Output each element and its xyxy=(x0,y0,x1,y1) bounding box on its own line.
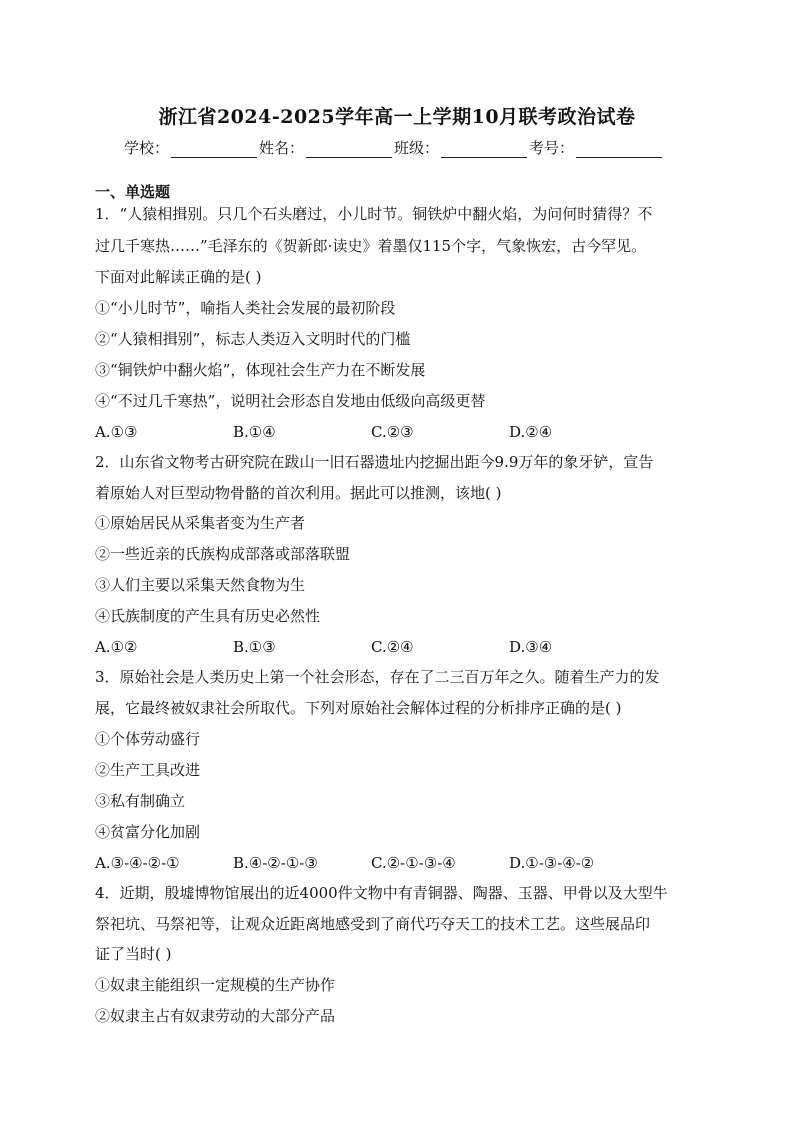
school-blank[interactable] xyxy=(171,141,257,158)
statement-item: ③人们主要以采集天然食物为生 xyxy=(95,576,306,594)
answer-options xyxy=(95,637,705,657)
statement-item: ③“铜铁炉中翻火焰”，体现社会生产力在不断发展 xyxy=(95,361,426,379)
statement-item: ①原始居民从采集者变为生产者 xyxy=(95,514,306,532)
student-info-row xyxy=(124,136,684,158)
question-stem-line: 4．近期，殷墟博物馆展出的近4000件文物中有青铜器、陶器、玉器、甲骨以及大型牛 xyxy=(95,884,668,902)
class-blank[interactable] xyxy=(441,141,527,158)
statement-item: ①奴隶主能组织一定规模的生产协作 xyxy=(95,976,336,994)
statement-item: ③私有制确立 xyxy=(95,792,186,810)
option-c[interactable]: C.②③ xyxy=(371,423,414,441)
question-stem-line: 2．山东省文物考古研究院在跋山一旧石器遗址内挖掘出距今9.9万年的象牙铲，宣告 xyxy=(95,453,654,471)
option-b[interactable]: B.①③ xyxy=(233,638,276,656)
option-a[interactable]: A.③-④-②-① xyxy=(95,854,180,872)
exam-number-label: 考号： xyxy=(529,139,575,157)
school-field xyxy=(124,137,259,158)
class-label: 班级： xyxy=(394,139,440,157)
question-stem-line: 证了当时( ) xyxy=(95,945,172,963)
statement-item: ②奴隶主占有奴隶劳动的大部分产品 xyxy=(95,1007,336,1025)
section-heading: 一、单选题 xyxy=(95,183,171,201)
statement-item: ①个体劳动盛行 xyxy=(95,730,201,748)
question-stem-line: 展，它最终被奴隶社会所取代。下列对原始社会解体过程的分析排序正确的是( ) xyxy=(95,699,622,717)
option-d[interactable]: D.③④ xyxy=(509,638,553,656)
option-c[interactable]: C.②-①-③-④ xyxy=(371,854,456,872)
question-stem-line: 1．“人猿相揖别。只几个石头磨过，小儿时节。铜铁炉中翻火焰，为问何时猜得？不 xyxy=(95,205,653,223)
name-blank[interactable] xyxy=(306,141,392,158)
option-a[interactable]: A.①② xyxy=(95,638,138,656)
option-c[interactable]: C.②④ xyxy=(371,638,414,656)
class-field xyxy=(394,137,529,158)
option-d[interactable]: D.①-③-④-② xyxy=(509,854,595,872)
question-stem-line: 3．原始社会是人类历史上第一个社会形态，存在了二三百万年之久。随着生产力的发 xyxy=(95,668,660,686)
statement-item: ④氏族制度的产生具有历史必然性 xyxy=(95,607,321,625)
name-field xyxy=(259,137,394,158)
statement-item: ②一些近亲的氏族构成部落或部落联盟 xyxy=(95,545,351,563)
statement-item: ④“不过几千寒热”，说明社会形态自发地由低级向高级更替 xyxy=(95,392,486,410)
question-stem-line: 祭祀坑、马祭祀等，让观众近距离地感受到了商代巧夺天工的技术工艺。这些展品印 xyxy=(95,915,651,933)
statement-item: ②“人猿相揖别”，标志人类迈入文明时代的门槛 xyxy=(95,330,411,348)
statement-item: ②生产工具改进 xyxy=(95,761,201,779)
question-stem-line: 过几千寒热……”毛泽东的《贺新郎·读史》着墨仅115个字，气象恢宏，古今罕见。 xyxy=(95,237,647,255)
question-stem-line: 着原始人对巨型动物骨骼的首次利用。据此可以推测，该地( ) xyxy=(95,484,502,502)
answer-options xyxy=(95,422,705,442)
exam-number-blank[interactable] xyxy=(576,141,662,158)
question-stem-line: 下面对此解读正确的是( ) xyxy=(95,268,262,286)
exam-number-field xyxy=(529,137,664,158)
option-d[interactable]: D.②④ xyxy=(509,423,553,441)
name-label: 姓名： xyxy=(259,139,305,157)
exam-title: 浙江省2024-2025学年高一上学期10月联考政治试卷 xyxy=(158,106,636,128)
option-b[interactable]: B.④-②-①-③ xyxy=(233,854,318,872)
statement-item: ④贫富分化加剧 xyxy=(95,823,201,841)
answer-options xyxy=(95,853,705,873)
statement-item: ①“小儿时节”，喻指人类社会发展的最初阶段 xyxy=(95,299,396,317)
option-a[interactable]: A.①③ xyxy=(95,423,138,441)
option-b[interactable]: B.①④ xyxy=(233,423,276,441)
school-label: 学校： xyxy=(124,139,170,157)
